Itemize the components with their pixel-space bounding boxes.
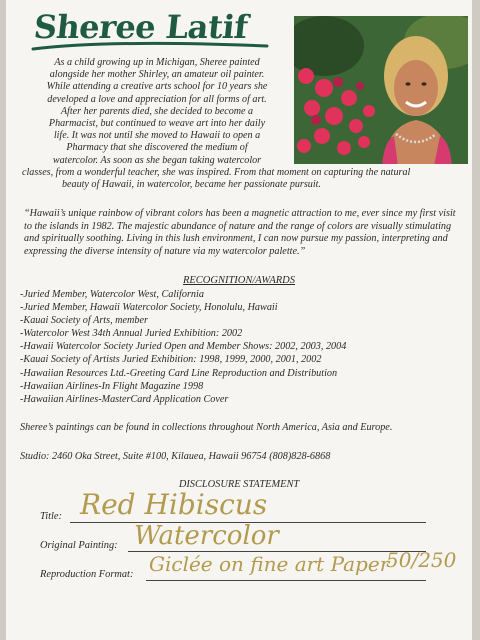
bio-line: developed a love and appreciation for all forms of art.: [47, 93, 267, 105]
bio-line: beauty of Hawaii, in watercolor, became her passionate pursuit.: [62, 179, 321, 191]
award-item: -Hawaiian Airlines-MasterCard Application Cover: [20, 393, 229, 405]
bio-line: After her parents died, she decided to become a: [60, 105, 254, 117]
bio-line: Pharmacy that she discovered the medium of: [66, 142, 248, 154]
award-item: -Juried Member, Watercolor West, California: [20, 289, 204, 300]
bio-line: As a child growing up in Michigan, Sheree painted: [54, 57, 260, 68]
award-item: -Kauai Society of Arts, member: [20, 315, 148, 327]
bio-line: Pharmacist, but continued to weave art into her daily: [48, 118, 266, 130]
original-painting-label: Original Painting:: [40, 540, 118, 551]
bio-line: While attending a creative arts school for 10 years she: [46, 81, 268, 93]
artist-logo: Sheree Latif: [32, 8, 250, 46]
studio-address: Studio: 2460 Oka Street, Suite #100, Kilauea, Hawaii 96754 (808)828-6868: [20, 451, 331, 462]
awards-heading: RECOGNITION/AWARDS: [182, 275, 296, 286]
disclosure-heading: DISCLOSURE STATEMENT: [178, 479, 300, 490]
reproduction-format-label: Reproduction Format:: [40, 569, 134, 580]
bio-line: watercolor. As soon as she began taking watercolor: [52, 154, 262, 166]
reproduction-format-line: [146, 580, 426, 581]
original-painting-handwritten: Watercolor: [134, 521, 279, 551]
bio-text: [22, 57, 292, 167]
logo-swash: [31, 40, 271, 52]
bio-line: classes, from a wonderful teacher, she was inspired. From that moment on capturing the natural: [22, 167, 411, 178]
disclosure-card: [6, 0, 472, 640]
portrait-illustration: [294, 16, 468, 164]
award-item: -Hawaiian Resources Ltd.-Greeting Card Line Reproduction and Distribution: [20, 367, 338, 379]
award-item: -Hawaiian Airlines-In Flight Magazine 1998: [20, 380, 204, 392]
artist-photo: [294, 16, 468, 164]
edition-number-handwritten: 50/250: [386, 548, 457, 572]
award-item: -Juried Member, Hawaii Watercolor Society, Honolulu, Hawaii: [20, 302, 278, 314]
title-label: Title:: [40, 511, 62, 522]
award-item: -Kauai Society of Artists Juried Exhibition: 1998, 1999, 2000, 2001, 2002: [20, 354, 322, 366]
award-item: -Hawaii Watercolor Society Juried Open and Member Shows: 2002, 2003, 2004: [20, 341, 347, 353]
awards-list: [20, 288, 466, 406]
artist-quote: “Hawaii’s unique rainbow of vibrant colors has been a magnetic attraction to me, ever since my first visit to the islands in 1982. The majestic abundance of nature and the range of colors are visually stimulating and spiritually soothing. Living in this lush environment, I can now pursue my passion, interpreting and expressing the diverse intensity of nature via my watercolor palette.”: [24, 208, 456, 257]
title-handwritten: Red Hibiscus: [80, 488, 268, 521]
bio-line: life. It was not until she moved to Hawaii to open a: [53, 130, 261, 142]
bio-line: alongside her mother Shirley, an amateur oil painter.: [49, 69, 265, 81]
reproduction-format-handwritten: Giclée on fine art Paper: [149, 552, 390, 576]
bio-text-continued: [22, 167, 462, 191]
collections-note: Sheree’s paintings can be found in collections throughout North America, Asia and Europe.: [20, 422, 393, 433]
award-item: -Watercolor West 34th Annual Juried Exhibition: 2002: [20, 328, 243, 340]
